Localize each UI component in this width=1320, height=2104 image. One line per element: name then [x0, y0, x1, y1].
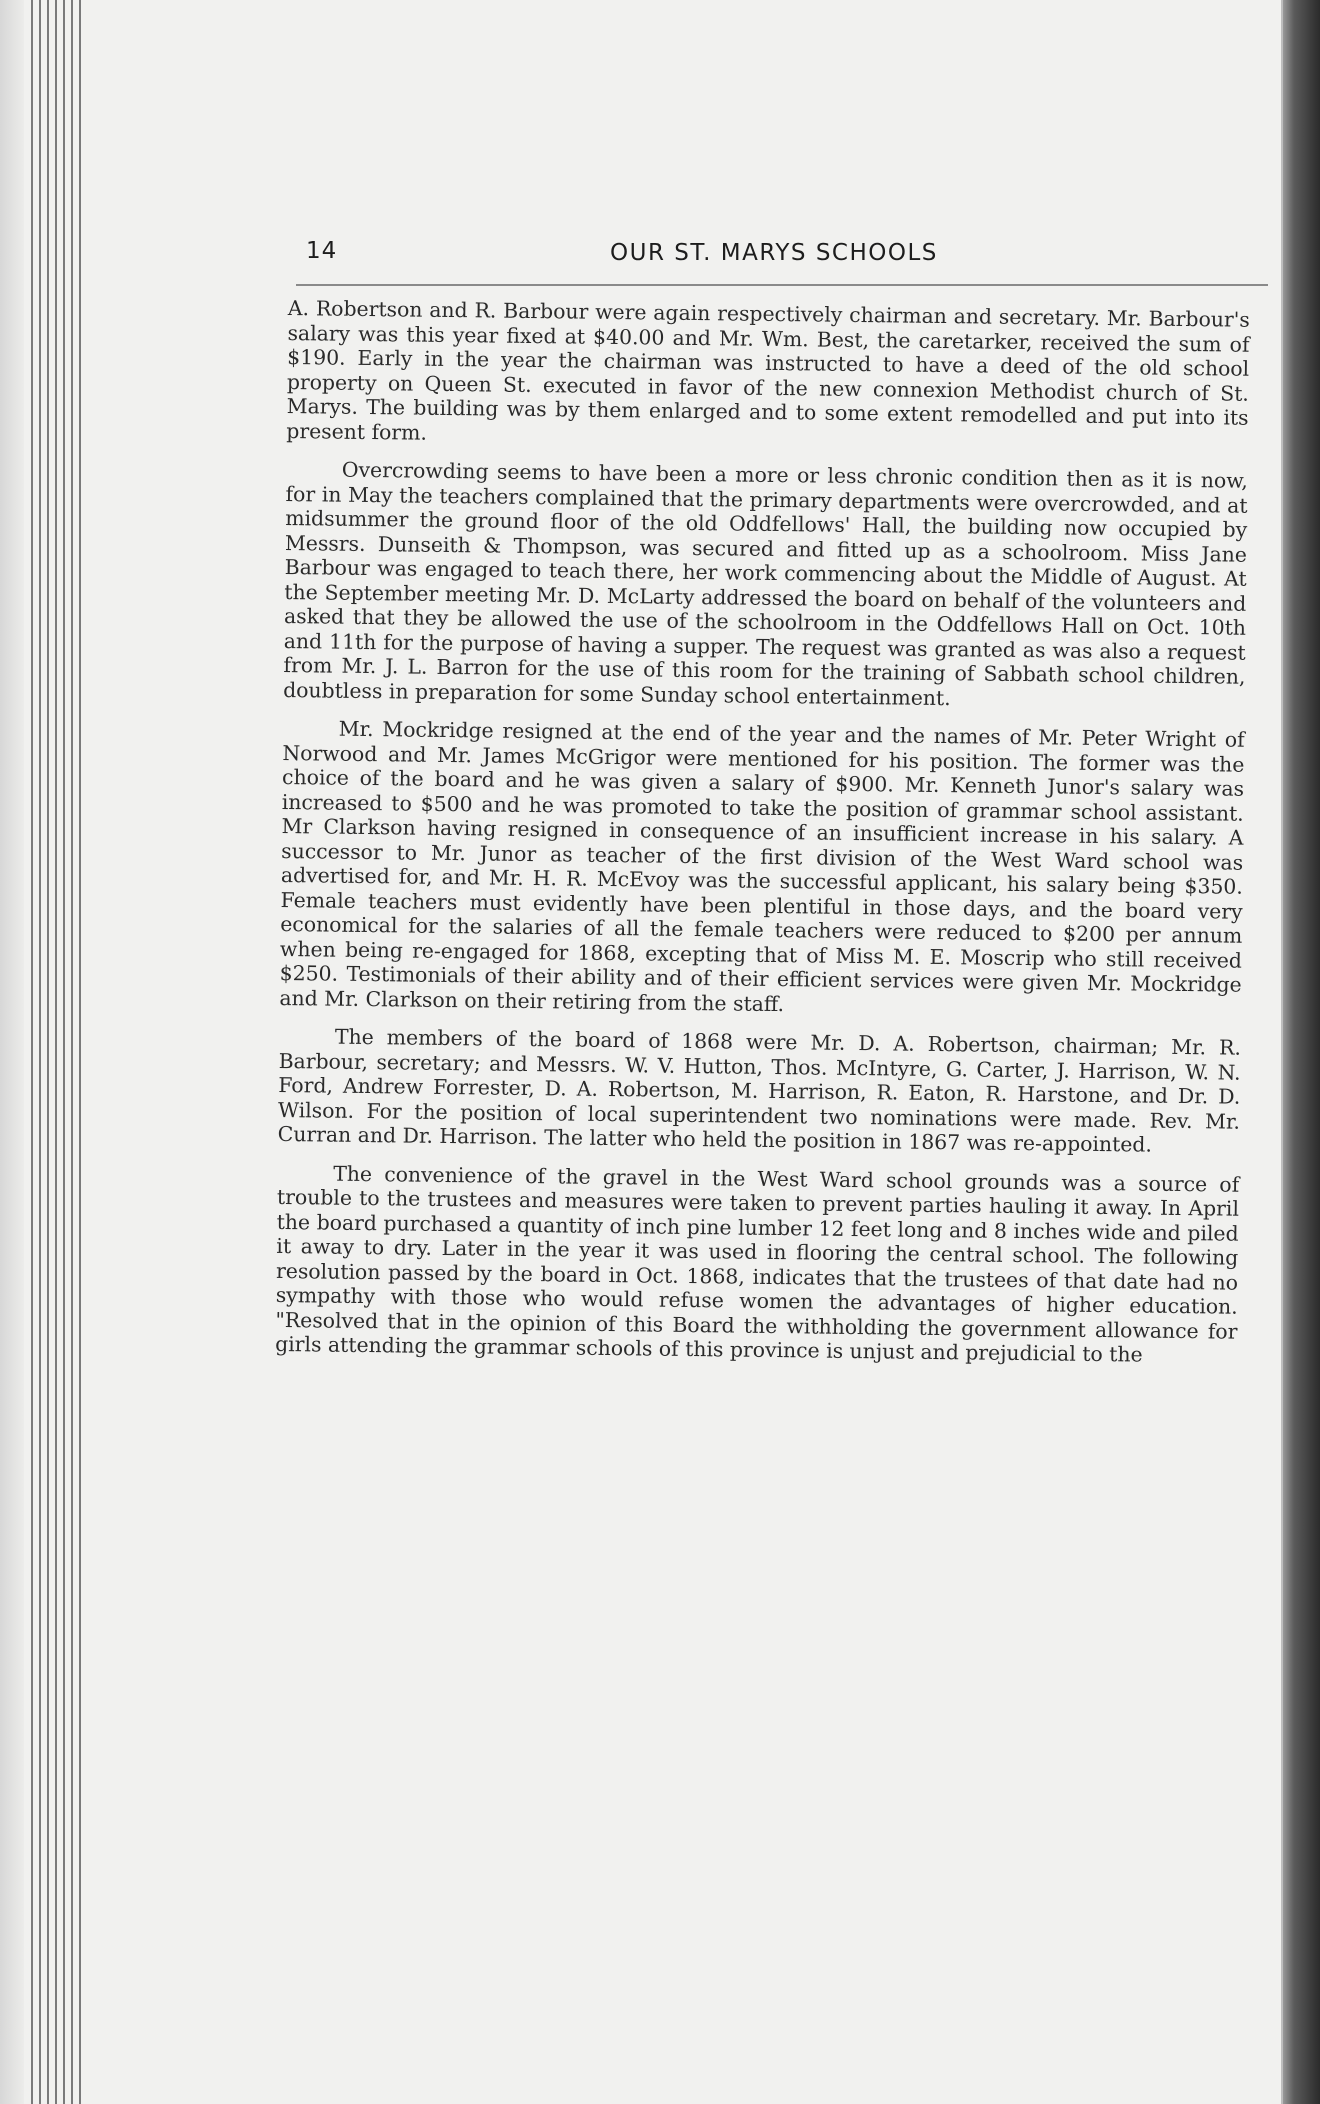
paragraph: The members of the board of 1868 were Mr. D. A. Robertson, chairman; Mr. R. Barbour, secretary; and Messrs. W. V. Hutton, Thos. McIntyre, G. Carter, J. Harrison, W. N. Ford, Andrew Forrester, D. A. Robertson, M. Harrison, R. Eaton, R. Harstone, and Dr. D. Wilson. For the position of local superintendent two nominations were made. Rev. Mr. Curran and Dr. Harrison. The latter who held the position in 1867 was re-appointed.	[277, 1024, 1242, 1157]
adjacent-page-edge	[1280, 0, 1320, 2104]
body-text	[275, 296, 1250, 1368]
paragraph: Overcrowding seems to have been a more or less chronic condition then as it is now, for in May the teachers complained that the primary departments were overcrowded, and at midsummer the ground floor of the old Oddfellows' Hall, the building now occupied by Messrs. Dunseith & Thompson, was secured and fitted up as a schoolroom. Miss Jane Barbour was engaged to teach there, her work commencing about the Middle of August. At the September meeting Mr. D. McLarty addressed the board on behalf of the volunteers and asked that they be allowed the use of the schoolroom in the Oddfellows Hall on Oct. 10th and 11th for the purpose of having a supper. The request was granted as was also a request from Mr. J. L. Barron for the use of this room for the training of Sabbath school children, doubtless in preparation for some Sunday school entertainment.	[283, 457, 1248, 710]
header-rule	[296, 284, 1268, 286]
page-header	[304, 238, 1266, 286]
page-binding-edge	[0, 0, 24, 2104]
paragraph: Mr. Mockridge resigned at the end of the year and the names of Mr. Peter Wright of Norwood and Mr. James McGrigor were mentioned for his position. The former was the choice of the board and he was given a salary of $900. Mr. Kenneth Junor's salary was increased to $500 and he was promoted to take the position of grammar school assistant. Mr Clarkson having resigned in consequence of an insufficient increase in his salary. A successor to Mr. Junor as teacher of the first division of the West Ward school was advertised for, and Mr. H. R. McEvoy was the successful applicant, his salary being $350. Female teachers must evidently have been plentiful in those days, and the board very economical for the salaries of all the female teachers were reduced to $200 per annum when being re-engaged for 1868, excepting that of Miss M. E. Moscrip who still received $250. Testimonials of their ability and of their efficient services were given Mr. Mockridge and Mr. Clarkson on their retiring from the staff.	[279, 716, 1245, 1016]
page-number: 14	[306, 238, 338, 264]
paragraph: A. Robertson and R. Barbour were again respectively chairman and secretary. Mr. Barbour's salary was this year fixed at $40.00 and Mr. Wm. Best, the caretarker, received the sum of $190. Early in the year the chairman was instructed to have a deed of the old school property on Queen St. executed in favor of the new connexion Methodist church of St. Marys. The building was by them enlarged and to some extent remodelled and put into its present form.	[286, 296, 1250, 445]
paragraph: The convenience of the gravel in the West Ward school grounds was a source of trouble to the trustees and measures were taken to prevent parties hauling it away. In April the board purchased a quantity of inch pine lumber 12 feet long and 8 inches wide and piled it away to dry. Later in the year it was used in flooring the central school. The following resolution passed by the board in Oct. 1868, indicates that the trustees of that date had no sympathy with those who would refuse women the advantages of higher education. "Resolved that in the opinion of this Board the withholding the government allowance for girls attending the grammar schools of this province is unjust and prejudicial to the	[275, 1161, 1240, 1367]
running-title: OUR ST. MARYS SCHOOLS	[610, 240, 938, 266]
stacked-page-edges	[28, 0, 86, 2104]
